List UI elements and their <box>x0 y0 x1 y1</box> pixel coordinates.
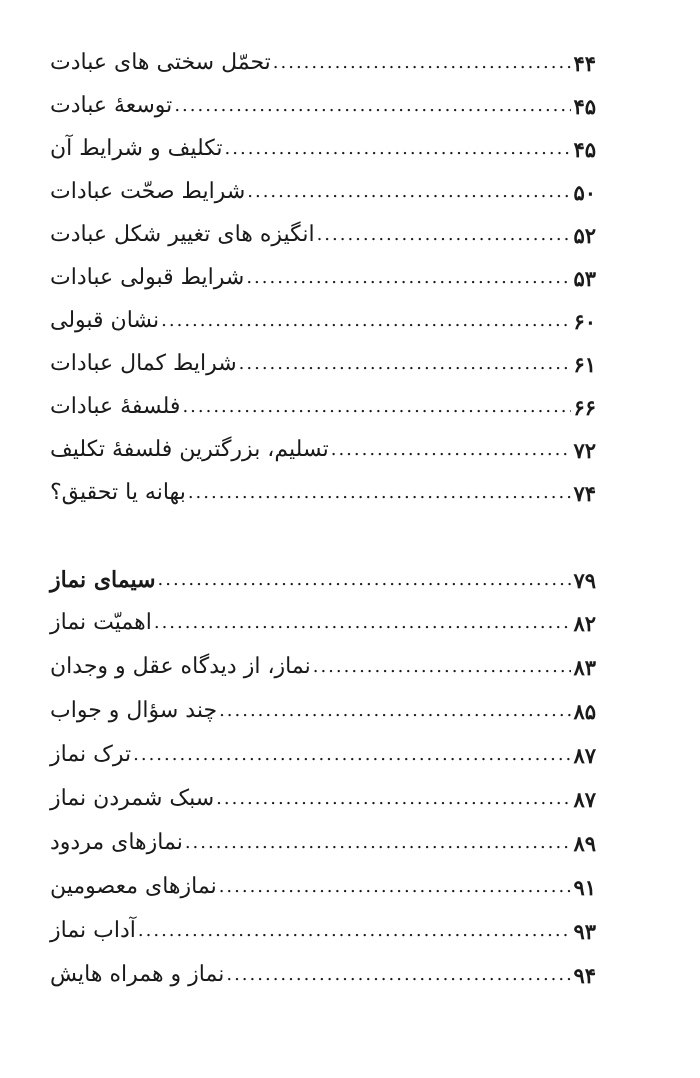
dot-leader <box>225 140 572 158</box>
dot-leader <box>185 834 572 852</box>
dot-leader <box>239 355 572 373</box>
toc-entry <box>48 120 596 160</box>
dot-leader <box>174 97 571 115</box>
toc-entry-page: ۷۴ <box>573 481 596 506</box>
toc-entry-page: ۵۳ <box>573 266 596 291</box>
dot-leader <box>246 269 571 287</box>
toc-entry <box>48 682 596 722</box>
dot-leader <box>226 966 571 984</box>
toc-entry-title: نماز و همراه هایش <box>50 962 225 987</box>
toc-entry-page: ۹۱ <box>573 875 596 900</box>
dot-leader <box>219 878 572 896</box>
toc-entry-page: ۶۶ <box>573 395 596 420</box>
dot-leader <box>219 702 571 720</box>
toc-entry-page: ۸۷ <box>573 787 596 812</box>
toc-entry-title: سبک شمردن نماز <box>50 786 215 811</box>
toc-entry-page: ۴۵ <box>573 137 596 162</box>
toc-entry-page: ۹۴ <box>573 963 596 988</box>
dot-leader <box>273 54 572 72</box>
toc-entry-title: اهمیّت نماز <box>50 610 152 635</box>
toc-entry <box>48 163 596 203</box>
toc-entry-title: انگیزه های تغییر شکل عبادت <box>50 222 315 247</box>
toc-entry-page: ۵۲ <box>573 223 596 248</box>
toc-entry-title: آداب نماز <box>50 918 136 943</box>
toc-entry-title: توسعۀ عبادت <box>50 93 173 118</box>
toc-entry <box>48 464 596 504</box>
toc-entry-title: ترک نماز <box>50 742 132 767</box>
toc-entry <box>48 77 596 117</box>
dot-leader <box>216 790 571 808</box>
toc-entry <box>48 638 596 678</box>
toc-entry-page: ۶۰ <box>573 309 596 334</box>
dot-leader <box>317 226 572 244</box>
toc-entry-title: نمازهای مردود <box>50 830 183 855</box>
toc-entry-title: نمازهای معصومین <box>50 874 217 899</box>
toc-entry-title: تسلیم، بزرگترین فلسفۀ تکلیف <box>50 437 329 462</box>
toc-entry <box>48 206 596 246</box>
toc-entry-page: ۸۹ <box>573 831 596 856</box>
toc-entry-title: نشان قبولی <box>50 308 160 333</box>
toc-entry-page: ۷۲ <box>573 438 596 463</box>
toc-entry-title: شرایط قبولی عبادات <box>50 265 245 290</box>
toc-entry-title: فلسفۀ عبادات <box>50 394 181 419</box>
toc-entry <box>48 292 596 332</box>
toc-entry-title: شرایط صحّت عبادات <box>50 179 246 204</box>
toc-entry-page: ۸۲ <box>573 611 596 636</box>
toc-entry-page: ۸۳ <box>573 655 596 680</box>
toc-entry <box>48 902 596 942</box>
toc-entry <box>48 594 596 634</box>
dot-leader <box>247 183 571 201</box>
toc-entry-title: نماز، از دیدگاه عقل و وجدان <box>50 654 311 679</box>
dot-leader <box>138 922 572 940</box>
toc-entry-page: ۴۴ <box>573 51 596 76</box>
toc-entry-title: بهانه یا تحقیق؟ <box>50 480 186 505</box>
toc-entry <box>48 770 596 810</box>
toc-entry <box>48 421 596 461</box>
toc-entry <box>48 249 596 289</box>
toc-entry <box>48 34 596 74</box>
toc-entry-page: ۹۳ <box>573 919 596 944</box>
toc-entry-page: ۵۰ <box>573 180 596 205</box>
dot-leader <box>188 484 572 502</box>
dot-leader <box>133 746 571 764</box>
dot-leader <box>158 571 572 589</box>
dot-leader <box>182 398 571 416</box>
toc-section-heading <box>48 551 596 591</box>
toc-entry-title: شرایط کمال عبادات <box>50 351 237 376</box>
dot-leader <box>331 441 572 459</box>
dot-leader <box>154 614 572 632</box>
toc-entry <box>48 726 596 766</box>
section-title: سیمای نماز <box>50 567 156 593</box>
toc-entry-title: تحمّل سختی های عبادت <box>50 50 271 75</box>
toc-entry-page: ۸۵ <box>573 699 596 724</box>
toc-entry-page: ۴۵ <box>573 94 596 119</box>
toc-entry <box>48 946 596 986</box>
toc-entry <box>48 378 596 418</box>
toc-entry <box>48 814 596 854</box>
toc-entry-title: تکلیف و شرایط آن <box>50 136 223 161</box>
toc-entry-page: ۸۷ <box>573 743 596 768</box>
dot-leader <box>313 658 572 676</box>
toc-entry <box>48 335 596 375</box>
section-page: ۷۹ <box>573 568 596 593</box>
toc-entry-page: ۶۱ <box>573 352 596 377</box>
toc-entry-title: چند سؤال و جواب <box>50 698 218 723</box>
toc-entry <box>48 858 596 898</box>
dot-leader <box>161 312 571 330</box>
